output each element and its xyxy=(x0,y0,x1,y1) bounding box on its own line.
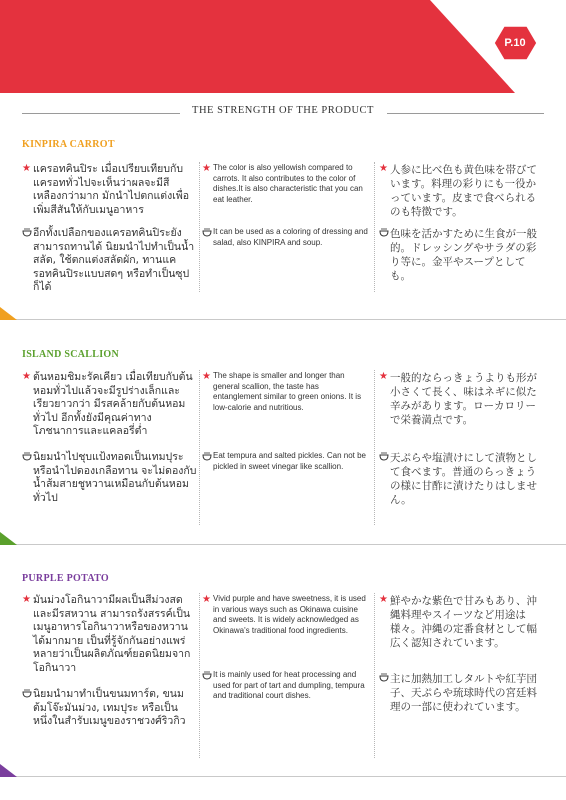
scallion-feature-th xyxy=(22,371,197,439)
carrot-usage-en xyxy=(202,227,368,248)
feature-text: ต้นหอมชิมะรัคเคียว เมื่อเทียบกับต้นหอมทั่วไปแล้วจะมีรูปร่างเล็กและเรียวยาวกว่า มีรสคล้ายกับต้นหอมทั่วไป อีกทั้งยังมีคุณค่าทางโภชนาการและแคลอรี่ต่ำ xyxy=(33,371,193,437)
page-number: P.10 xyxy=(504,37,526,49)
section-separator xyxy=(0,544,566,545)
bowl-icon xyxy=(202,671,212,680)
bowl-icon xyxy=(379,452,389,461)
feature-text: The color is also yellowish compared to carrots. It also contributes to the color of dishes.It is also characteristic that you can eat leather. xyxy=(213,163,363,204)
bowl-icon xyxy=(379,673,389,682)
usage-text: It is mainly used for heat processing and used for part of tart and dumpling, tempura and traditional court dishes. xyxy=(213,670,365,700)
usage-text: 天ぷらや塩漬けにして漬物として食べます。普通のらっきょうの様に甘酢に漬けたりはしません。 xyxy=(390,452,537,506)
column-divider xyxy=(199,162,200,292)
star-icon: ★ xyxy=(22,594,31,605)
star-icon: ★ xyxy=(379,371,388,382)
feature-text: มันม่วงโอกินาวามีผลเป็นสีม่วงสดและมีรสหวาน สามารถรังสรรค์เป็นเมนูอาหารโอกินาวาหรือของหวานได้มากมาย เป็นที่รู้จักกันอย่างแพร่หลายว่าเป็นผลิตภัณฑ์ยอดนิยมจากโอกินาวา xyxy=(33,594,191,674)
potato-corner-marker xyxy=(0,762,18,777)
carrot-usage-th xyxy=(22,227,197,295)
star-icon: ★ xyxy=(22,371,31,382)
bowl-icon xyxy=(379,228,389,237)
scallion-usage-th xyxy=(22,451,197,505)
feature-text: Vivid purple and have sweetness, it is used in various ways such as Okinawa cuisine and sweets. It is widely acknowledged as Okinawa's traditional food ingredients. xyxy=(213,594,366,635)
scallion-corner-marker xyxy=(0,530,18,545)
star-icon: ★ xyxy=(202,371,211,382)
potato-feature-en xyxy=(202,594,368,636)
carrot-feature-th xyxy=(22,163,197,217)
bowl-icon xyxy=(22,689,32,698)
column-divider xyxy=(374,593,375,758)
bowl-icon xyxy=(202,228,212,237)
feature-text: The shape is smaller and longer than general scallion, the taste has entanglement similar to green onions. It is low-calorie and nutritious. xyxy=(213,371,362,412)
feature-text: แครอทคินปิระ เมื่อเปรียบเทียบกับแครอททั่วไปจะเห็นว่าผลจะมีสีเหลืองกว่ามาก มักนำไปตกแต่งเพื่อเพิ่มสีสันให้กับเมนูอาหาร xyxy=(33,163,190,216)
scallion-usage-jp xyxy=(379,451,545,507)
scallion-feature-en xyxy=(202,371,368,413)
bowl-icon xyxy=(22,228,32,237)
carrot-feature-jp xyxy=(379,163,545,219)
column-divider xyxy=(199,370,200,525)
column-divider xyxy=(374,162,375,292)
bowl-icon xyxy=(22,452,32,461)
column-divider xyxy=(374,370,375,525)
feature-text: 人参に比べ色も黄色味を帯びています。料理の彩りにも一役かっています。皮まで食べられるのも特徴です。 xyxy=(390,164,537,218)
star-icon: ★ xyxy=(22,163,31,174)
usage-text: It can be used as a coloring of dressing and salad, also KINPIRA and soup. xyxy=(213,227,368,247)
star-icon: ★ xyxy=(379,594,388,605)
carrot-corner-marker xyxy=(0,305,18,320)
potato-feature-th xyxy=(22,594,197,675)
usage-text: 色味を活かすために生食が一般的。ドレッシングやサラダの彩り等に。金平やスープとしても。 xyxy=(390,228,537,282)
carrot-usage-jp xyxy=(379,227,545,283)
scallion-usage-en xyxy=(202,451,368,472)
usage-text: อีกทั้งเปลือกของแครอทคินปิระยังสามารถทานได้ นิยมนำไปทำเป็นน้ำสลัด, ใช้ตกแต่งสลัดผัก, ทานแครอทคินปิระแบบสดๆ หรือทำเป็นซุปก็ได้ xyxy=(33,227,195,293)
section-title-carrot: KINPIRA CARROT xyxy=(22,139,115,150)
usage-text: 主に加熱加工しタルトや紅芋団子、天ぷらや琉球時代の宮廷料理の一部に使われています。 xyxy=(390,673,537,713)
feature-text: 鮮やかな紫色で甘みもあり、沖縄料理やスイーツなど用途は様々。沖縄の定番食材として幅広く認知されています。 xyxy=(390,595,537,649)
section-separator xyxy=(0,319,566,320)
page-corner-decoration xyxy=(0,0,566,93)
star-icon: ★ xyxy=(202,594,211,605)
carrot-feature-en xyxy=(202,163,368,205)
potato-feature-jp xyxy=(379,594,545,650)
page-title: THE STRENGTH OF THE PRODUCT xyxy=(192,105,374,116)
potato-usage-jp xyxy=(379,672,545,714)
star-icon: ★ xyxy=(379,163,388,174)
section-separator xyxy=(0,776,566,777)
feature-text: 一般的ならっきょうよりも形が小さくて長く、味はネギに似た辛みがあります。ローカロリーで栄養満点です。 xyxy=(390,372,537,426)
usage-text: นิยมนำมาทำเป็นขนมทาร์ต, ขนมต้มโจ๊ะมันม่วง, เทมปุระ หรือเป็นหนึ่งในสำรับเมนูของราชวงศ์ริวกิว xyxy=(33,688,186,727)
star-icon: ★ xyxy=(202,163,211,174)
usage-text: นิยมนำไปชุบแป้งทอดเป็นเทมปุระหรือนำไปดองเกลือทาน จะไม่ดองกับน้ำส้มสายชูหวานเหมือนกับต้นหอมทั่วไป xyxy=(33,451,197,504)
potato-usage-en xyxy=(202,670,368,702)
potato-usage-th xyxy=(22,688,197,729)
scallion-feature-jp xyxy=(379,371,545,427)
section-title-potato: PURPLE POTATO xyxy=(22,573,109,584)
bowl-icon xyxy=(202,452,212,461)
usage-text: Eat tempura and salted pickles. Can not be pickled in sweet vinegar like scallion. xyxy=(213,451,366,471)
section-title-scallion: ISLAND SCALLION xyxy=(22,349,120,360)
column-divider xyxy=(199,593,200,758)
